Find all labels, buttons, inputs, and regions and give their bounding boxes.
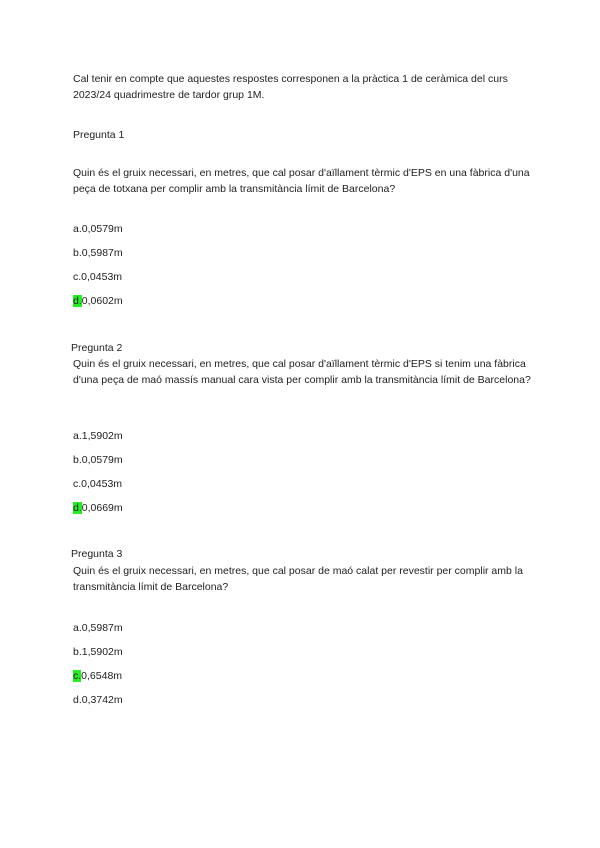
q1-option-a-letter: a. <box>73 223 82 235</box>
q3-option-b <box>73 644 543 660</box>
q3-option-d-letter: d. <box>73 694 82 706</box>
q3-option-a-value: 0,5987m <box>81 622 123 634</box>
question-3-options <box>73 620 543 716</box>
question-1-title: Pregunta 1 <box>73 129 125 141</box>
q3-option-b-value: 1,5902m <box>81 646 123 658</box>
q1-option-d <box>73 293 543 309</box>
q1-option-b-letter: b. <box>73 247 82 259</box>
q2-option-b <box>73 452 543 468</box>
q3-option-c-value: 0,6548m <box>81 670 123 682</box>
question-1-text: Quin és el gruix necessari, en metres, que cal posar d'aïllament tèrmic d'EPS en una fàbrica d'una peça de totxana per complir amb la transmitància límit de Barcelona? <box>73 167 530 195</box>
q1-option-c-letter: c. <box>73 271 82 283</box>
q2-option-d-letter: d. <box>73 502 82 514</box>
q3-option-a <box>73 620 543 636</box>
q1-option-a <box>73 221 543 237</box>
q1-option-b-value: 0,5987m <box>81 247 123 259</box>
q2-option-c-value: 0,0453m <box>81 478 123 490</box>
q3-option-c-letter: c. <box>73 670 82 682</box>
intro-paragraph: Cal tenir en compte que aquestes respostes corresponen a la pràctica 1 de ceràmica del curs 2023/24 quadrimestre de tardor grup 1M. <box>73 73 508 101</box>
q2-option-d <box>73 500 543 516</box>
q1-option-d-letter: d. <box>73 295 82 307</box>
q2-option-a-value: 1,5902m <box>81 430 123 442</box>
question-2-options <box>73 428 543 524</box>
question-2-title: Pregunta 2 <box>71 342 123 354</box>
q3-option-b-letter: b. <box>73 646 82 658</box>
q2-option-a <box>73 428 543 444</box>
q1-option-c-value: 0,0453m <box>81 271 123 283</box>
q2-option-b-letter: b. <box>73 454 82 466</box>
q3-option-d-value: 0,3742m <box>81 694 123 706</box>
q2-option-b-value: 0,0579m <box>81 454 123 466</box>
question-3-text: Quin és el gruix necessari, en metres, que cal posar de maó calat per revestir per complir amb la transmitància límit de Barcelona? <box>73 565 523 593</box>
q2-option-c-letter: c. <box>73 478 82 490</box>
q2-option-c <box>73 476 543 492</box>
q3-option-a-letter: a. <box>73 622 82 634</box>
question-2-text: Quin és el gruix necessari, en metres, que cal posar d'aïllament tèrmic d'EPS si tenim una fàbrica d'una peça de maó massís manual cara vista per complir amb la transmitància límit de Barcelona? <box>73 358 531 386</box>
q2-option-d-value: 0,0669m <box>81 502 123 514</box>
q1-option-c <box>73 269 543 285</box>
q1-option-b <box>73 245 543 261</box>
question-1-options <box>73 221 543 317</box>
q1-option-d-value: 0,0602m <box>81 295 123 307</box>
q1-option-a-value: 0,0579m <box>81 223 123 235</box>
q3-option-c <box>73 668 543 684</box>
question-3-title: Pregunta 3 <box>71 548 123 560</box>
q2-option-a-letter: a. <box>73 430 82 442</box>
q3-option-d <box>73 692 543 708</box>
